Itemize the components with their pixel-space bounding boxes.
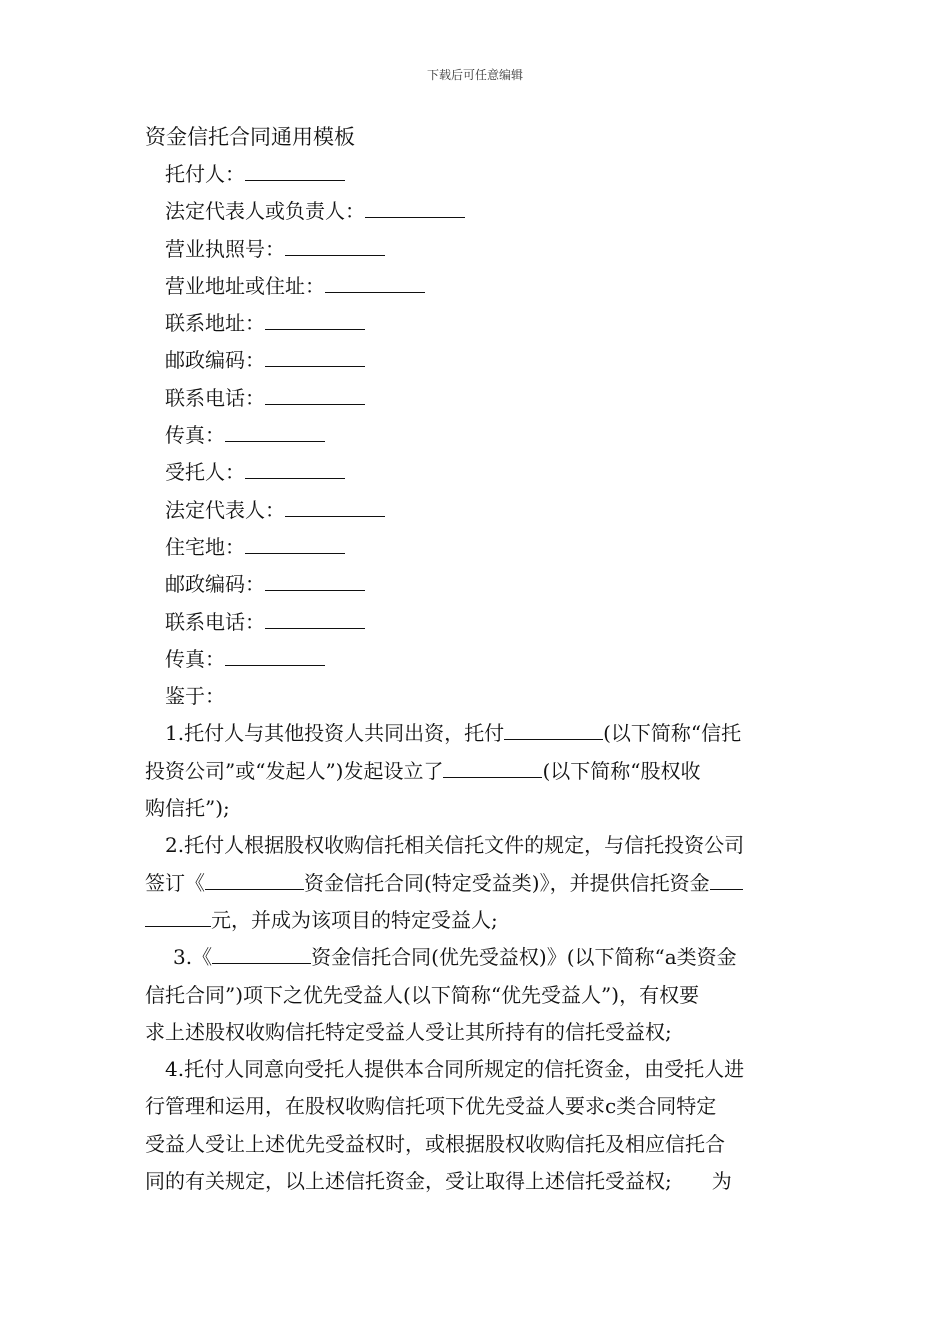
paragraph-line: 购信托”);: [145, 796, 230, 821]
text-run: (以下简称“股权收: [542, 758, 701, 783]
field-label: 营业地址或住址：: [165, 273, 325, 298]
field-label: 传真：: [165, 423, 225, 448]
paragraph-line: 求上述股权收购信托特定受益人受让其所持有的信托受益权;: [145, 1019, 672, 1044]
fill-blank[interactable]: [365, 196, 465, 218]
paragraph-line: [145, 902, 807, 939]
fill-blank[interactable]: [212, 942, 311, 964]
paragraph-line: [145, 865, 807, 902]
paragraph-line: 4.托付人同意向受托人提供本合同所规定的信托资金，由受托人进: [165, 1057, 745, 1082]
fill-blank[interactable]: [265, 383, 365, 405]
recital-paragraph-4: [145, 1051, 807, 1200]
fill-blank[interactable]: [443, 756, 542, 778]
paragraph-line: 行管理和运用，在股权收购信托项下优先受益人要求c类合同特定: [145, 1094, 717, 1119]
page-header-note: 下载后可任意编辑: [426, 68, 523, 82]
fill-blank[interactable]: [265, 607, 365, 629]
contract-document: [145, 119, 807, 1200]
field-row: [145, 268, 807, 305]
field-row: [145, 454, 807, 491]
field-row: [145, 566, 807, 603]
field-label: 法定代表人或负责人：: [165, 199, 365, 224]
text-run: (以下简称“信托: [603, 721, 742, 746]
recital-paragraph-2: [145, 827, 807, 939]
field-label: 住宅地：: [165, 534, 245, 559]
document-title: 资金信托合同通用模板: [145, 125, 355, 149]
field-label: 联系电话：: [165, 609, 265, 634]
fill-blank[interactable]: [285, 234, 385, 256]
whereas-heading: 鉴于：: [165, 684, 225, 709]
recital-paragraph-1: [145, 715, 807, 827]
text-run: 1.托付人与其他投资人共同出资，托付: [165, 721, 505, 746]
fill-blank[interactable]: [245, 159, 345, 181]
field-label: 邮政编码：: [165, 572, 265, 597]
field-label: 法定代表人：: [165, 497, 285, 522]
field-label: 联系电话：: [165, 385, 265, 410]
field-label: 联系地址：: [165, 311, 265, 336]
field-row: [145, 193, 807, 230]
recital-paragraph-3: [145, 939, 807, 1051]
field-row: [145, 231, 807, 268]
field-label: 传真：: [165, 646, 225, 671]
paragraph-line: [145, 939, 807, 976]
text-run: 资金信托合同(特定受益类)》，并提供信托资金: [304, 870, 710, 895]
fill-blank[interactable]: [245, 457, 345, 479]
text-run: 签订《: [145, 870, 205, 895]
field-row: [145, 417, 807, 454]
fill-blank[interactable]: [225, 644, 325, 666]
field-row: [145, 641, 807, 678]
party-fields: [145, 156, 807, 678]
fill-blank[interactable]: [285, 495, 385, 517]
fill-blank[interactable]: [145, 905, 211, 927]
text-run: 投资公司”或“发起人”)发起设立了: [145, 758, 444, 783]
fill-blank[interactable]: [710, 868, 743, 890]
fill-blank[interactable]: [245, 532, 345, 554]
fill-blank[interactable]: [265, 345, 365, 367]
fill-blank[interactable]: [265, 569, 365, 591]
fill-blank[interactable]: [325, 271, 425, 293]
paragraph-line: 受益人受让上述优先受益权时，或根据股权收购信托及相应信托合: [145, 1131, 725, 1156]
fill-blank[interactable]: [225, 420, 325, 442]
field-row: [145, 156, 807, 193]
field-label: 受托人：: [165, 460, 245, 485]
field-label: 邮政编码：: [165, 348, 265, 373]
field-row: [145, 604, 807, 641]
field-row: [145, 529, 807, 566]
text-run: 3.《: [173, 945, 213, 970]
fill-blank[interactable]: [265, 308, 365, 330]
text-run: 元，并成为该项目的特定受益人;: [211, 907, 498, 932]
fill-blank[interactable]: [504, 718, 603, 740]
paragraph-line: [145, 753, 807, 790]
field-row: [145, 342, 807, 379]
paragraph-line: [145, 715, 807, 752]
paragraph-line: 同的有关规定，以上述信托资金，受让取得上述信托受益权; 为: [145, 1169, 732, 1194]
paragraph-line: 2.托付人根据股权收购信托相关信托文件的规定，与信托投资公司: [165, 833, 745, 858]
field-row: [145, 305, 807, 342]
field-row: [145, 492, 807, 529]
fill-blank[interactable]: [205, 868, 304, 890]
paragraph-line: 信托合同”)项下之优先受益人(以下简称“优先受益人”)，有权要: [145, 982, 700, 1007]
text-run: 资金信托合同(优先受益权)》(以下简称“a类资金: [311, 945, 737, 970]
field-label: 营业执照号：: [165, 236, 285, 261]
field-label: 托付人：: [165, 162, 245, 186]
field-row: [145, 380, 807, 417]
